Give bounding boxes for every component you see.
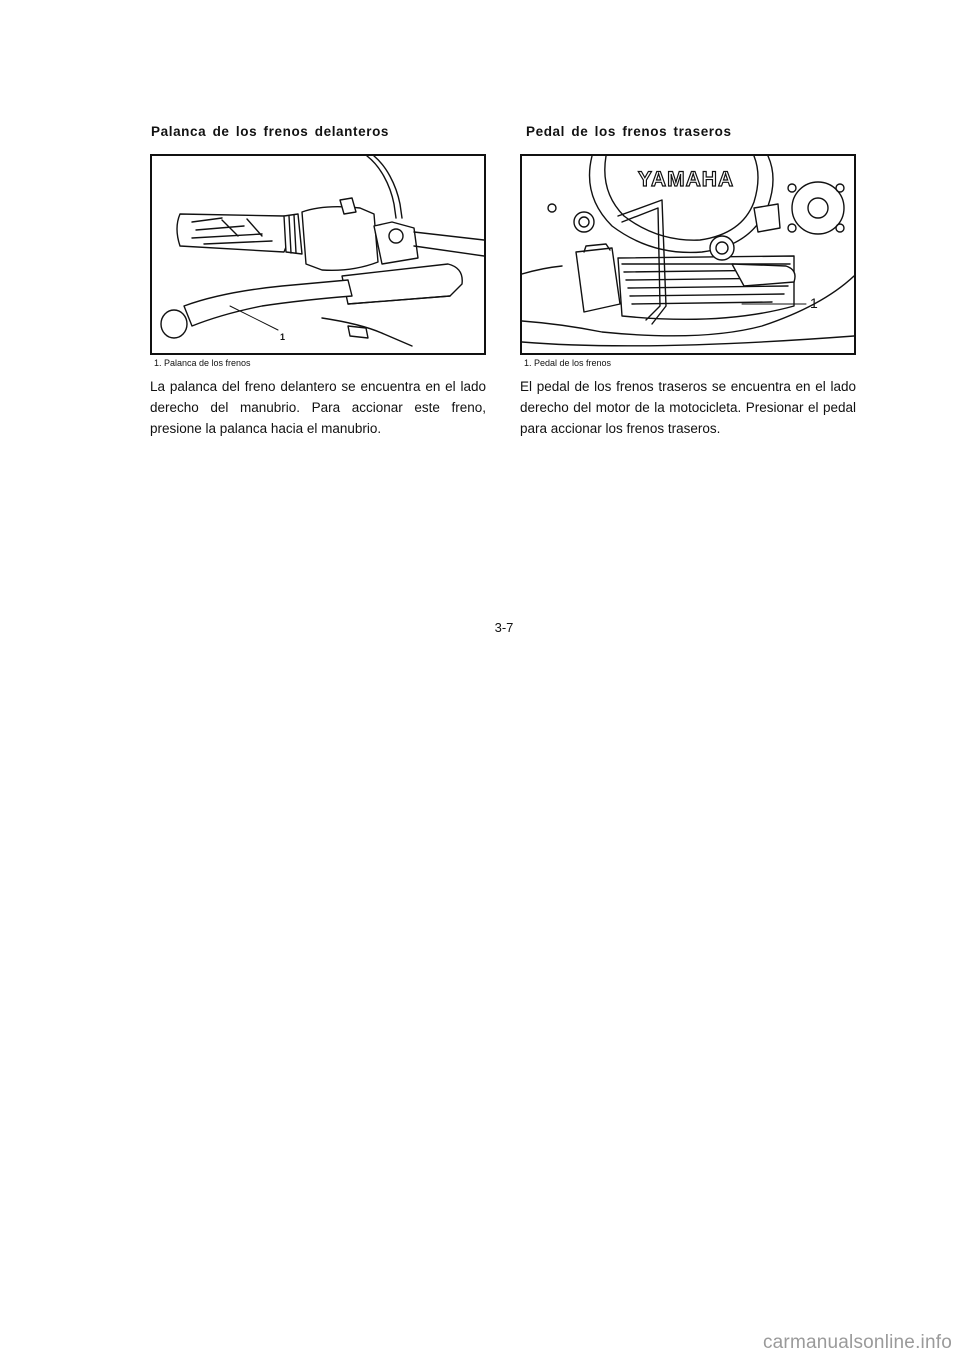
callout-number: 1 <box>810 295 818 311</box>
section-heading: Palanca de los frenos delanteros <box>151 124 390 139</box>
brake-lever-illustration <box>152 156 484 353</box>
brake-pedal-illustration <box>522 156 854 353</box>
body-paragraph: La palanca del freno delantero se encuentra en el lado derecho del manubrio. Para accionar este freno, presione la palanca hacia el manubrio. <box>150 379 486 436</box>
callout-number: 1 <box>280 332 286 342</box>
figure-brake-pedal <box>520 154 856 355</box>
figure-brake-lever <box>150 154 486 355</box>
yamaha-logo: YAMAHA <box>637 168 735 191</box>
body-paragraph: El pedal de los frenos traseros se encuentra en el lado derecho del motor de la motocicleta. Presionar el pedal para accionar los frenos traseros. <box>520 379 856 436</box>
page-number: 3-7 <box>494 620 514 635</box>
section-heading: Pedal de los frenos traseros <box>526 124 732 139</box>
figure-caption: 1. Palanca de los frenos <box>154 358 251 368</box>
section-rear-brake-pedal <box>520 124 856 439</box>
watermark: carmanualsonline.info <box>762 1332 952 1353</box>
section-front-brake-lever <box>150 124 486 439</box>
figure-caption: 1. Pedal de los frenos <box>524 358 612 368</box>
